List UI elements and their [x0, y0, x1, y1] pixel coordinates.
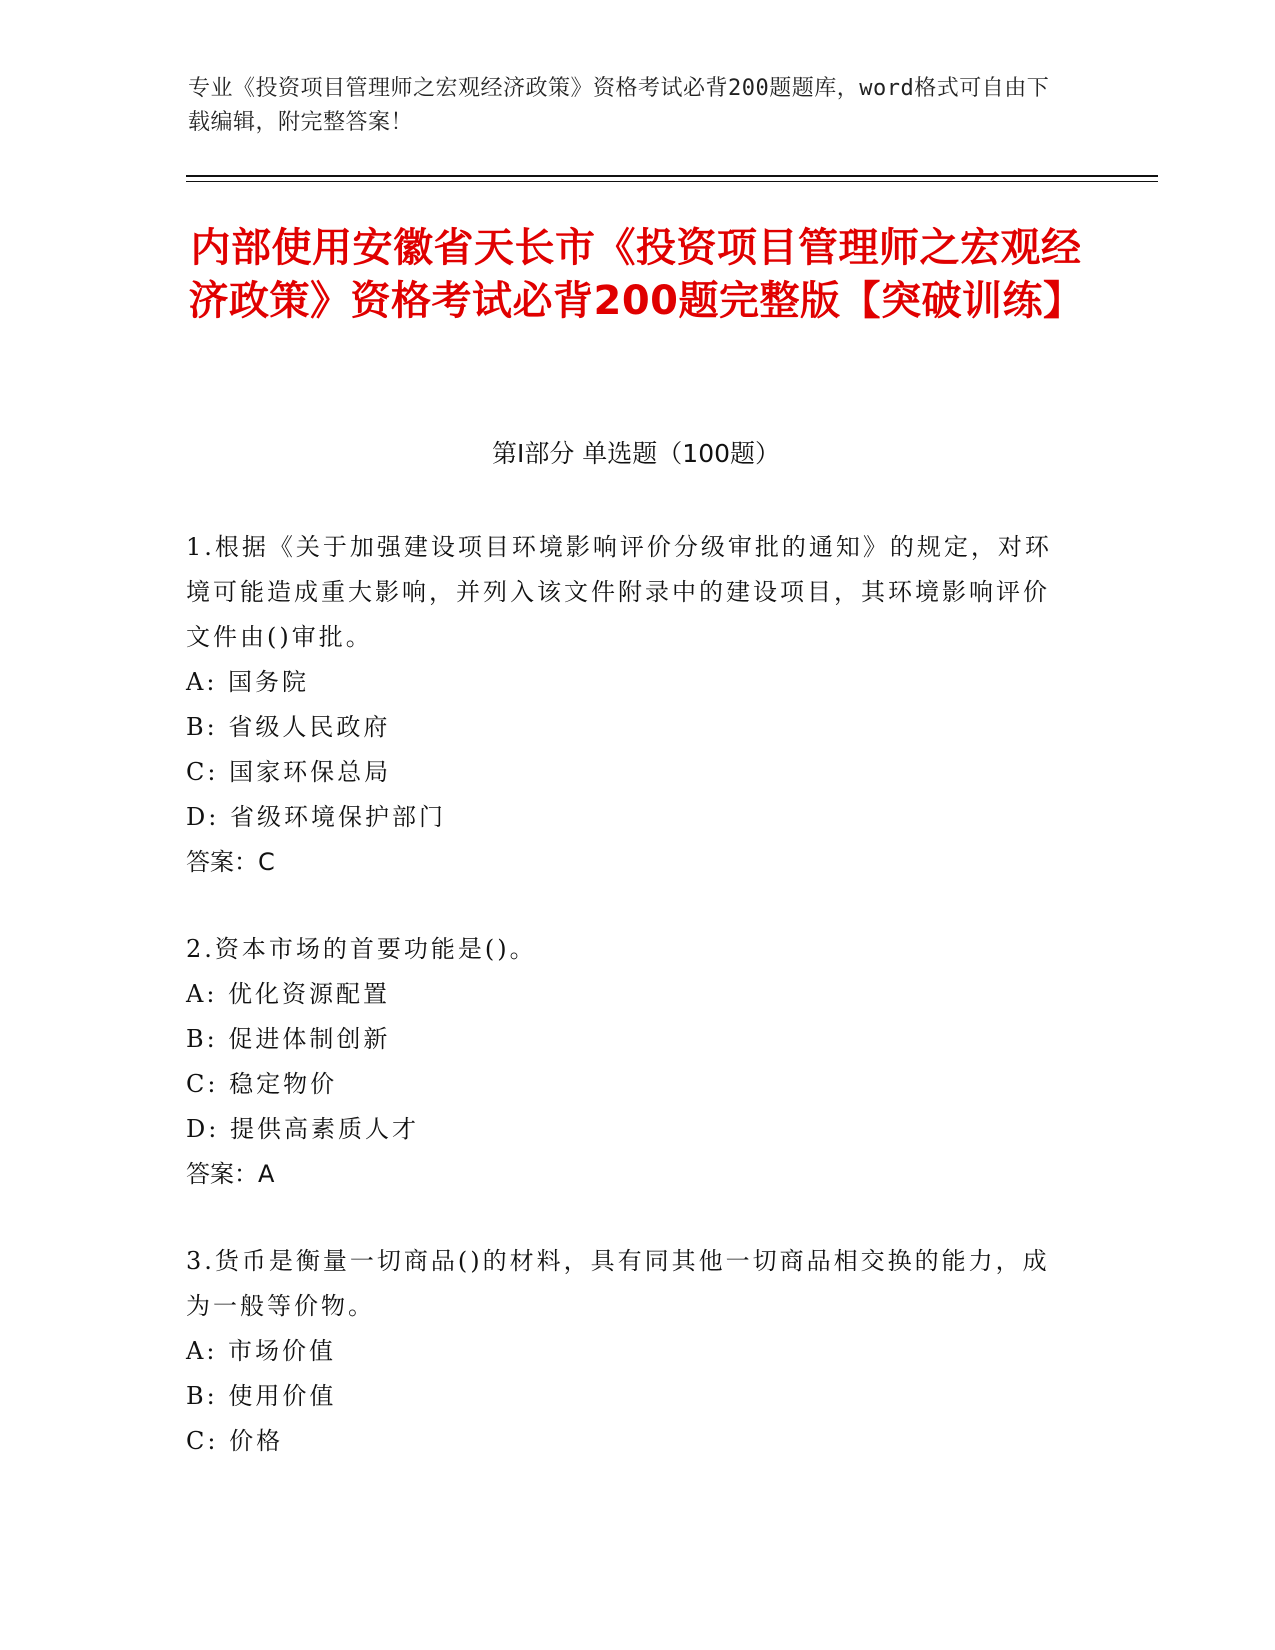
option-a: A: 国务院	[186, 668, 310, 696]
document-title: 内部使用安徽省天长市《投资项目管理师之宏观经济政策》资格考试必背200题完整版【突破训练】	[188, 225, 1084, 324]
option-b: B: 省级人民政府	[186, 713, 391, 741]
header-note: 专业《投资项目管理师之宏观经济政策》资格考试必背200题题库，word格式可自由下载编辑，附完整答案！	[188, 76, 1050, 135]
header-divider-thick	[186, 175, 1158, 177]
section-title: 第Ⅰ部分 单选题（100题）	[491, 439, 781, 468]
answer-text: 答案：C	[186, 848, 275, 876]
header-divider-thin	[186, 181, 1158, 182]
question-list	[186, 525, 1066, 1506]
option-c: C: 国家环保总局	[186, 758, 392, 786]
answer-text: 答案：A	[186, 1160, 275, 1188]
question-item	[186, 927, 1066, 1197]
question-stem: 2.资本市场的首要功能是()。	[186, 935, 537, 963]
option-a: A: 市场价值	[186, 1337, 337, 1365]
question-stem: 3.货币是衡量一切商品()的材料，具有同其他一切商品相交换的能力，成为一般等价物。	[186, 1247, 1050, 1320]
option-b: B: 促进体制创新	[186, 1025, 391, 1053]
option-a: A: 优化资源配置	[186, 980, 391, 1008]
question-item	[186, 525, 1066, 885]
option-c: C: 价格	[186, 1427, 284, 1455]
option-c: C: 稳定物价	[186, 1070, 338, 1098]
option-b: B: 使用价值	[186, 1382, 337, 1410]
option-d: D: 省级环境保护部门	[186, 803, 446, 831]
question-stem: 1.根据《关于加强建设项目环境影响评价分级审批的通知》的规定，对环境可能造成重大影响，并列入该文件附录中的建设项目，其环境影响评价文件由()审批。	[186, 533, 1052, 651]
question-item	[186, 1239, 1066, 1464]
option-d: D: 提供高素质人才	[186, 1115, 419, 1143]
